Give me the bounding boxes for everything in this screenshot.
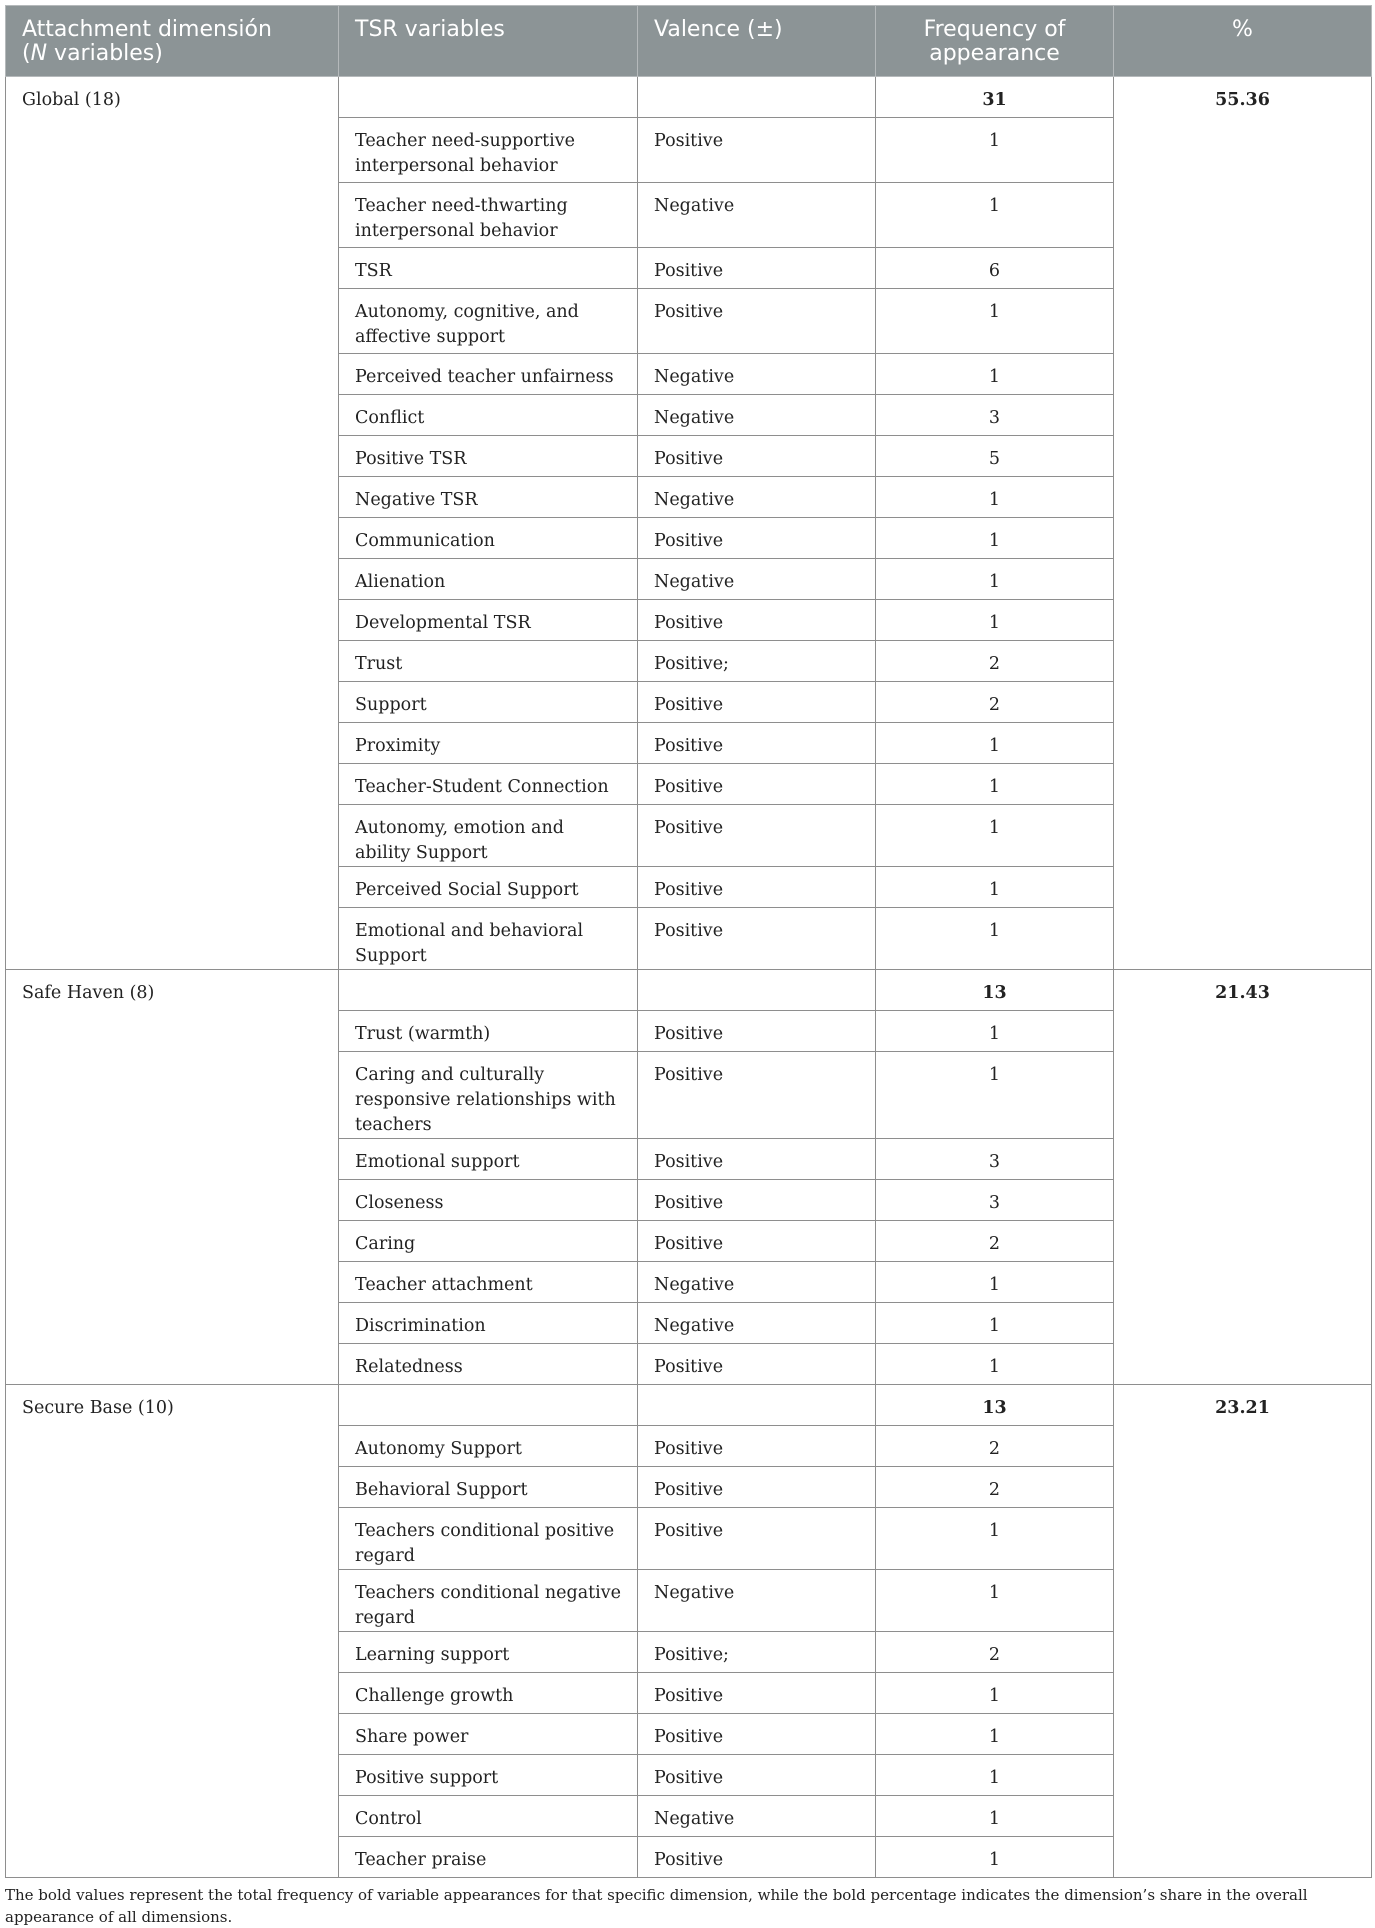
tsr-variable-cell: Teacher need-supportive interpersonal behavior: [339, 118, 638, 183]
frequency-cell: 1: [876, 1262, 1114, 1303]
valence-cell: Positive: [638, 600, 876, 641]
tsr-variable-cell: Support: [339, 682, 638, 723]
tsr-variable-cell: Alienation: [339, 559, 638, 600]
dimension-cell: Secure Base (10): [6, 1385, 339, 1878]
frequency-cell: 1: [876, 1344, 1114, 1385]
tsr-variable-cell: Relatedness: [339, 1344, 638, 1385]
tsr-variable-cell: Negative TSR: [339, 477, 638, 518]
table-footnote: The bold values represent the total frequency of variable appearances for that specific dimension, while the bold percentage indicates the dimension’s share in the overall appearance of all dimensions.: [5, 1886, 1308, 1926]
valence-cell: Negative: [638, 395, 876, 436]
header-valence: Valence (±): [638, 6, 876, 77]
dimension-total-frequency: 13: [876, 970, 1114, 1011]
frequency-cell: 1: [876, 354, 1114, 395]
frequency-cell: 1: [876, 908, 1114, 970]
empty-valence-cell: [638, 77, 876, 118]
empty-variable-cell: [339, 1385, 638, 1426]
valence-cell: Positive: [638, 1180, 876, 1221]
tsr-variable-cell: Discrimination: [339, 1303, 638, 1344]
valence-cell: Positive: [638, 1426, 876, 1467]
valence-cell: Positive: [638, 1714, 876, 1755]
frequency-cell: 1: [876, 1796, 1114, 1837]
frequency-cell: 1: [876, 1052, 1114, 1139]
header-tsr-variables: TSR variables: [339, 6, 638, 77]
header-frequency: Frequency of appearance: [876, 6, 1114, 77]
tsr-variable-cell: Trust (warmth): [339, 1011, 638, 1052]
empty-variable-cell: [339, 77, 638, 118]
valence-cell: Positive: [638, 248, 876, 289]
tsr-variable-cell: Control: [339, 1796, 638, 1837]
frequency-cell: 1: [876, 1303, 1114, 1344]
tsr-variable-cell: Teacher praise: [339, 1837, 638, 1878]
frequency-cell: 2: [876, 1426, 1114, 1467]
frequency-cell: 3: [876, 1180, 1114, 1221]
tsr-variable-cell: Caring and culturally responsive relationships with teachers: [339, 1052, 638, 1139]
valence-cell: Positive: [638, 436, 876, 477]
frequency-cell: 6: [876, 248, 1114, 289]
tsr-variable-cell: Autonomy, emotion and ability Support: [339, 805, 638, 867]
valence-cell: Negative: [638, 354, 876, 395]
frequency-cell: 2: [876, 682, 1114, 723]
frequency-cell: 1: [876, 1011, 1114, 1052]
tsr-variable-cell: Proximity: [339, 723, 638, 764]
frequency-cell: 1: [876, 183, 1114, 248]
frequency-cell: 1: [876, 1570, 1114, 1632]
tsr-variable-cell: Perceived teacher unfairness: [339, 354, 638, 395]
tsr-variable-cell: Teachers conditional positive regard: [339, 1508, 638, 1570]
frequency-cell: 1: [876, 867, 1114, 908]
valence-cell: Positive: [638, 1052, 876, 1139]
tsr-variable-cell: Communication: [339, 518, 638, 559]
frequency-cell: 1: [876, 477, 1114, 518]
tsr-variable-cell: Perceived Social Support: [339, 867, 638, 908]
valence-cell: Negative: [638, 477, 876, 518]
dimension-percent: 55.36: [1114, 77, 1372, 970]
valence-cell: Positive: [638, 1673, 876, 1714]
valence-cell: Positive: [638, 1344, 876, 1385]
valence-cell: Positive;: [638, 1632, 876, 1673]
tsr-variable-cell: Conflict: [339, 395, 638, 436]
dimension-cell: Safe Haven (8): [6, 970, 339, 1385]
frequency-cell: 1: [876, 518, 1114, 559]
frequency-cell: 2: [876, 1467, 1114, 1508]
tsr-variable-cell: Positive TSR: [339, 436, 638, 477]
frequency-cell: 1: [876, 1837, 1114, 1878]
empty-valence-cell: [638, 1385, 876, 1426]
tsr-variable-cell: Autonomy Support: [339, 1426, 638, 1467]
valence-cell: Positive: [638, 1755, 876, 1796]
frequency-cell: 1: [876, 805, 1114, 867]
frequency-cell: 5: [876, 436, 1114, 477]
valence-cell: Positive: [638, 289, 876, 354]
table-body: [6, 77, 1372, 1878]
frequency-cell: 1: [876, 1673, 1114, 1714]
dimension-total-frequency: 31: [876, 77, 1114, 118]
valence-cell: Positive: [638, 1837, 876, 1878]
valence-cell: Positive: [638, 1011, 876, 1052]
frequency-cell: 3: [876, 395, 1114, 436]
frequency-cell: 1: [876, 289, 1114, 354]
valence-cell: Negative: [638, 1570, 876, 1632]
empty-variable-cell: [339, 970, 638, 1011]
frequency-cell: 2: [876, 1221, 1114, 1262]
dimension-total-row: [6, 1385, 1372, 1426]
tsr-variable-cell: Teacher need-thwarting interpersonal behavior: [339, 183, 638, 248]
header-row: [6, 6, 1372, 77]
dimension-total-frequency: 13: [876, 1385, 1114, 1426]
header-percent: %: [1114, 6, 1372, 77]
attachment-table: [5, 5, 1372, 1878]
tsr-variable-cell: Emotional support: [339, 1139, 638, 1180]
dimension-percent: 21.43: [1114, 970, 1372, 1385]
valence-cell: Positive: [638, 908, 876, 970]
valence-cell: Negative: [638, 183, 876, 248]
tsr-variable-cell: Teacher attachment: [339, 1262, 638, 1303]
tsr-variable-cell: Behavioral Support: [339, 1467, 638, 1508]
tsr-variable-cell: Learning support: [339, 1632, 638, 1673]
dimension-total-row: [6, 970, 1372, 1011]
tsr-variable-cell: Positive support: [339, 1755, 638, 1796]
header-dimension: Attachment dimensión (N variables): [6, 6, 339, 77]
frequency-cell: 1: [876, 559, 1114, 600]
valence-cell: Positive: [638, 118, 876, 183]
tsr-variable-cell: Teacher-Student Connection: [339, 764, 638, 805]
frequency-cell: 2: [876, 641, 1114, 682]
tsr-variable-cell: Autonomy, cognitive, and affective support: [339, 289, 638, 354]
frequency-cell: 1: [876, 764, 1114, 805]
valence-cell: Positive: [638, 805, 876, 867]
tsr-variable-cell: Closeness: [339, 1180, 638, 1221]
valence-cell: Positive: [638, 723, 876, 764]
valence-cell: Positive: [638, 682, 876, 723]
valence-cell: Positive: [638, 867, 876, 908]
valence-cell: Positive: [638, 1467, 876, 1508]
valence-cell: Negative: [638, 1303, 876, 1344]
tsr-variable-cell: Trust: [339, 641, 638, 682]
empty-valence-cell: [638, 970, 876, 1011]
valence-cell: Positive;: [638, 641, 876, 682]
valence-cell: Positive: [638, 518, 876, 559]
frequency-cell: 1: [876, 118, 1114, 183]
frequency-cell: 3: [876, 1139, 1114, 1180]
valence-cell: Positive: [638, 1508, 876, 1570]
frequency-cell: 1: [876, 1508, 1114, 1570]
dimension-percent: 23.21: [1114, 1385, 1372, 1878]
frequency-cell: 1: [876, 600, 1114, 641]
valence-cell: Negative: [638, 559, 876, 600]
frequency-cell: 1: [876, 1755, 1114, 1796]
dimension-cell: Global (18): [6, 77, 339, 970]
tsr-variable-cell: Challenge growth: [339, 1673, 638, 1714]
tsr-variable-cell: Teachers conditional negative regard: [339, 1570, 638, 1632]
frequency-cell: 2: [876, 1632, 1114, 1673]
valence-cell: Negative: [638, 1262, 876, 1303]
valence-cell: Positive: [638, 764, 876, 805]
valence-cell: Positive: [638, 1221, 876, 1262]
tsr-variable-cell: Developmental TSR: [339, 600, 638, 641]
tsr-variable-cell: Emotional and behavioral Support: [339, 908, 638, 970]
frequency-cell: 1: [876, 1714, 1114, 1755]
tsr-variable-cell: TSR: [339, 248, 638, 289]
valence-cell: Negative: [638, 1796, 876, 1837]
table-container: [5, 5, 1371, 1878]
tsr-variable-cell: Share power: [339, 1714, 638, 1755]
valence-cell: Positive: [638, 1139, 876, 1180]
dimension-total-row: [6, 77, 1372, 118]
frequency-cell: 1: [876, 723, 1114, 764]
tsr-variable-cell: Caring: [339, 1221, 638, 1262]
